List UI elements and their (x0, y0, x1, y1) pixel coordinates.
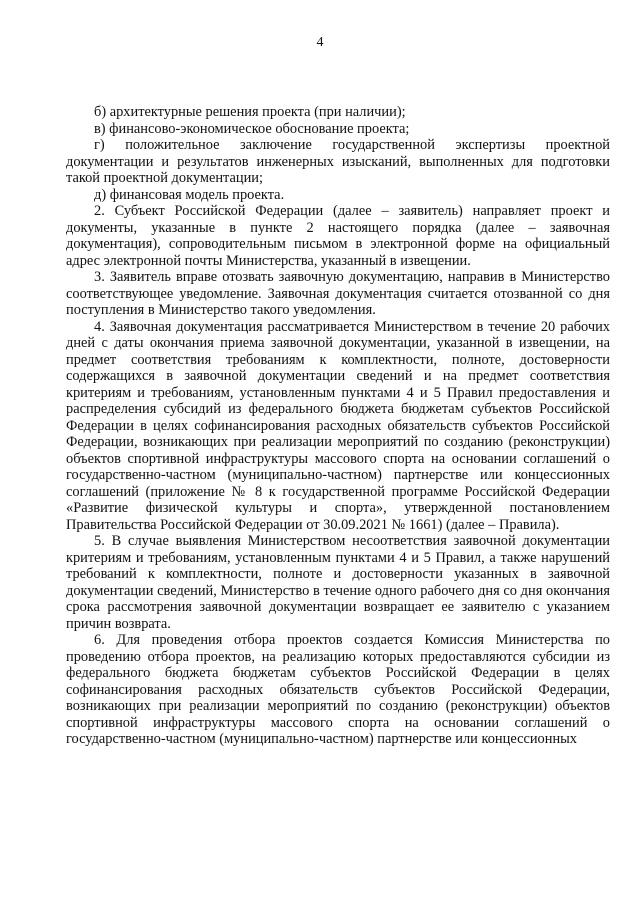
paragraph-5: 5. В случае выявления Министерством несоответствия заявочной документации критериям и требованиям, установленным пунктами 4 и 5 Правил, а также нарушений требований к комплектности, полноте и достоверности указанных в заявочной документации сведений, Министерство в течение одного рабочего дня со дня окончания срока рассмотрения заявочной документации возвращает ее заявителю с указанием причин возврата. (66, 533, 610, 632)
page-number: 4 (316, 35, 324, 50)
paragraph-2: 2. Субъект Российской Федерации (далее – заявитель) направляет проект и документы, указанные в пункте 2 настоящего порядка (далее – заявочная документация), сопроводительным письмом в электронной форме на официальный адрес электронной почты Министерства, указанный в извещении. (66, 203, 610, 269)
paragraph-4: 4. Заявочная документация рассматривается Министерством в течение 20 рабочих дней с даты окончания приема заявочной документации, указанной в извещении, на предмет соответствия требованиям к комплектности, полноте, достоверности содержащихся в заявочной документации сведений и на предмет соответствия критериям и требованиям, установленным пунктами 4 и 5 Правил предоставления и распределения субсидий из федерального бюджета бюджетам субъектов Российской Федерации в целях софинансирования расходных обязательств субъектов Российской Федерации, возникающих при реализации мероприятий по созданию (реконструкции) объектов спортивной инфраструктуры массового спорта на основании соглашений о государственно-частном (муниципально-частном) партнерстве или концессионных соглашений (приложение № 8 к государственной программе Российской Федерации «Развитие физической культуры и спорта», утвержденной постановлением Правительства Российской Федерации от 30.09.2021 № 1661) (далее – Правила). (66, 318, 610, 533)
list-item-g: г) положительное заключение государственной экспертизы проектной документации и результатов инженерных изысканий, выполненных для подготовки такой проектной документации; (66, 137, 610, 186)
document-body (66, 104, 610, 748)
list-item-d: д) финансовая модель проекта. (94, 186, 285, 203)
paragraph-6: 6. Для проведения отбора проектов создается Комиссия Министерства по проведению отбора проектов, на реализацию которых предоставляются субсидии из федерального бюджета бюджетам субъектов Российской Федерации в целях софинансирования расходных обязательств субъектов Российской Федерации, возникающих при реализации мероприятий по созданию (реконструкции) объектов спортивной инфраструктуры массового спорта на основании соглашений о государственно-частном (муниципально-частном) партнерстве или концессионных (66, 632, 610, 747)
list-item-b: б) архитектурные решения проекта (при наличии); (94, 104, 406, 120)
paragraph-3: 3. Заявитель вправе отозвать заявочную документацию, направив в Министерство соответствующее уведомление. Заявочная документация считается отозванной со дня поступления в Министерство такого уведомления. (66, 269, 610, 318)
list-item-v: в) финансово-экономическое обоснование проекта; (94, 120, 410, 137)
